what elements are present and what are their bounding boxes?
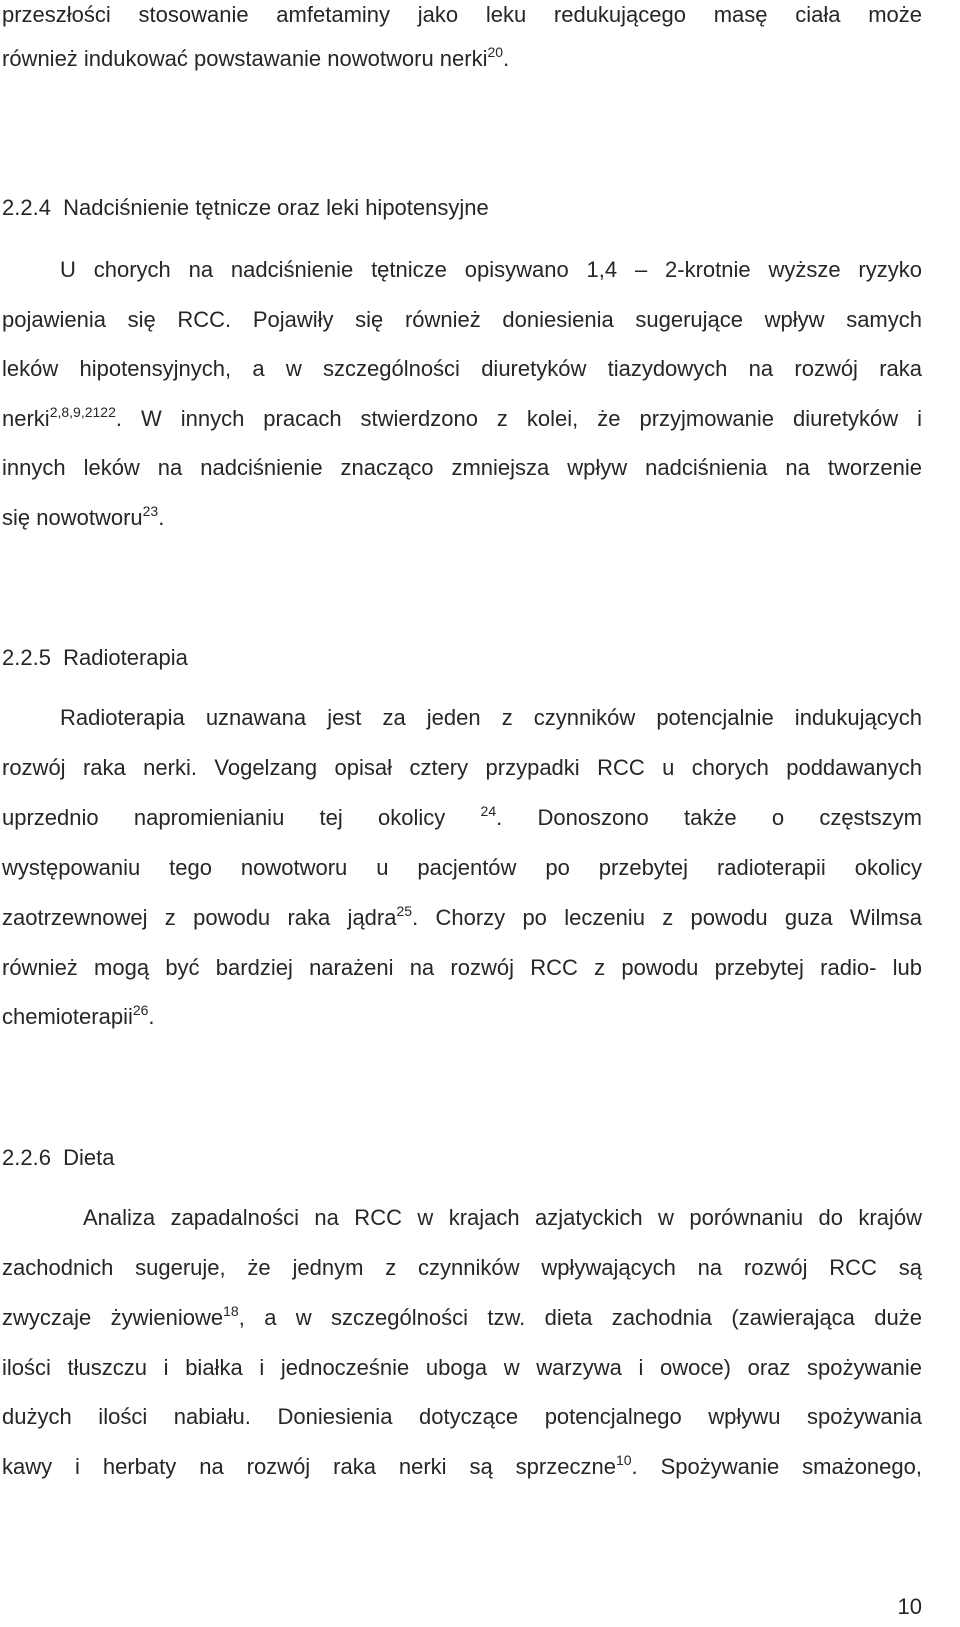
paragraph-line: nerki$^{2,8,9,2122}$. W innych pracach stwierdzono z kolei, że przyjmowanie diuretyków i — [2, 404, 922, 431]
paragraph-line: zwyczaje żywieniowe$^{18}$, a w szczególności tzw. dieta zachodnia (zawierająca duże — [2, 1303, 922, 1330]
citation: 24 — [480, 803, 497, 819]
section-heading: 2.2.6 Dieta — [2, 1145, 115, 1170]
citation: 23 — [142, 503, 159, 519]
paragraph-line: również mogą być bardziej narażeni na rozwój RCC z powodu przebytej radio- lub — [2, 955, 922, 980]
citation: 20 — [487, 44, 504, 60]
paragraph-line: uprzednio napromienianiu tej okolicy $^{24}$. Donoszono także o częstszym — [2, 803, 922, 830]
section-heading: 2.2.5 Radioterapia — [2, 645, 188, 670]
paragraph-line: leków hipotensyjnych, a w szczególności diuretyków tiazydowych na rozwój raka — [2, 356, 922, 381]
citation: 25 — [396, 903, 413, 919]
paragraph-line: innych leków na nadciśnienie znacząco zmniejsza wpływ nadciśnienia na tworzenie — [2, 455, 922, 480]
paragraph-line: występowaniu tego nowotworu u pacjentów po przebytej radioterapii okolicy — [2, 855, 922, 880]
paragraph-line: U chorych na nadciśnienie tętnicze opisywano 1,4 – 2-krotnie wyższe ryzyko — [60, 257, 922, 282]
paragraph-line: ilości tłuszczu i białka i jednocześnie uboga w warzywa i owoce) oraz spożywanie — [2, 1355, 922, 1380]
paragraph-line: przeszłości stosowanie amfetaminy jako leku redukującego masę ciała może — [2, 2, 922, 27]
paragraph-line: rozwój raka nerki. Vogelzang opisał cztery przypadki RCC u chorych poddawanych — [2, 755, 922, 780]
paragraph-line: zachodnich sugeruje, że jednym z czynników wpływających na rozwój RCC są — [2, 1255, 922, 1280]
paragraph-line: Analiza zapadalności na RCC w krajach azjatyckich w porównaniu do krajów — [83, 1205, 922, 1230]
citation: 2,8,9,2122 — [49, 404, 116, 420]
paragraph-line: również indukować powstawanie nowotworu nerki$^{20}$. — [2, 44, 510, 71]
paragraph-line: się nowotworu$^{23}$. — [2, 503, 165, 530]
paragraph-line: dużych ilości nabiału. Doniesienia dotyczące potencjalnego wpływu spożywania — [2, 1404, 922, 1429]
paragraph-line: pojawienia się RCC. Pojawiły się również doniesienia sugerujące wpływ samych — [2, 307, 922, 332]
citation: 10 — [615, 1452, 632, 1468]
paragraph-line: Radioterapia uznawana jest za jeden z czynników potencjalnie indukujących — [60, 705, 922, 730]
citation: 18 — [223, 1303, 239, 1319]
citation: 26 — [132, 1002, 149, 1018]
paragraph-line: zaotrzewnowej z powodu raka jądra$^{25}$. Chorzy po leczeniu z powodu guza Wilmsa — [2, 903, 922, 930]
paragraph-line: chemioterapii$^{26}$. — [2, 1002, 155, 1029]
page-number: 10 — [897, 1594, 922, 1619]
section-heading: 2.2.4 Nadciśnienie tętnicze oraz leki hipotensyjne — [2, 195, 489, 220]
paragraph-line: kawy i herbaty na rozwój raka nerki są sprzeczne$^{10}$. Spożywanie smażonego, — [2, 1452, 922, 1479]
